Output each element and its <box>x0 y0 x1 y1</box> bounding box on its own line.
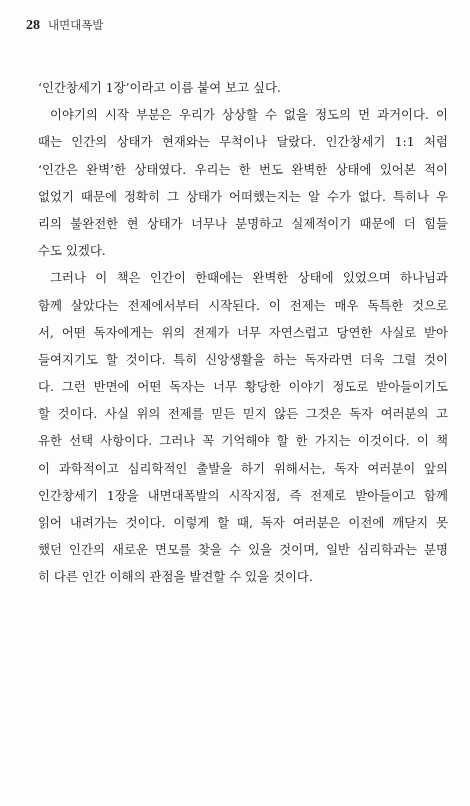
text-line: 서, 어떤 독자에게는 위의 전제가 너무 자연스럽고 당연한 사실로 받아 <box>38 324 448 340</box>
text-line: 이 과학적이고 심리학적인 출발을 하기 위해서는, 독자 여러분이 앞의 <box>38 460 448 476</box>
text-line: 할 것이다. 사실 위의 전제를 믿든 믿지 않든 그것은 독자 여러분의 고 <box>38 406 448 422</box>
text-line: 유한 선택 사항이다. 그러나 꼭 기억해야 할 한 가지는 이것이다. 이 책 <box>38 433 448 449</box>
text-line: 없었기 때문에 정확히 그 상태가 어떠했는지는 알 수가 없다. 특히나 우 <box>38 188 448 204</box>
page-number: 28 <box>26 18 40 33</box>
text-line: 리의 불완전한 현 상태가 너무나 분명하고 실제적이기 때문에 더 힘들 <box>38 215 448 231</box>
text-line: 함께 살았다는 전제에서부터 시작된다. 이 전제는 매우 독특한 것으로 <box>38 297 448 313</box>
text-line: 했던 인간의 새로운 면모를 찾을 수 있을 것이며, 일반 심리학과는 분명 <box>38 542 448 558</box>
book-title: 내면대폭발 <box>48 18 104 32</box>
text-line: 때는 인간의 상태가 현재와는 무척이나 달랐다. 인간창세기 1:1 처럼 <box>38 134 448 150</box>
running-header <box>26 16 104 35</box>
text-line: 다. 그런 반면에 어떤 독자는 너무 황당한 이야기 정도로 받아들이기도 <box>38 379 448 395</box>
text-line: 수도 있겠다. <box>38 243 106 259</box>
text-line: 그러나 이 책은 인간이 한때에는 완벽한 상태에 있었으며 하나님과 <box>50 270 448 286</box>
text-line: 히 다른 인간 이해의 관점을 발견할 수 있을 것이다. <box>38 569 313 585</box>
text-line: 읽어 내려가는 것이다. 이렇게 할 때, 독자 여러분은 이전에 깨닫지 못 <box>38 515 448 530</box>
text-line: ‘인간창세기 1장’이라고 이름 붙여 보고 싶다. <box>38 80 281 95</box>
text-line: 들여지기도 할 것이다. 특히 신앙생활을 하는 독자라면 더욱 그럴 것이 <box>38 351 448 367</box>
text-line: ‘인간은 완벽’한 상태였다. 우리는 한 번도 완벽한 상태에 있어본 적이 <box>38 161 448 177</box>
text-line: 인간창세기 1장을 내면대폭발의 시작지점, 즉 전제로 받아들이고 함께 <box>38 487 448 503</box>
body-text <box>38 74 448 591</box>
text-line: 이야기의 시작 부분은 우리가 상상할 수 없을 정도의 먼 과거이다. 이 <box>50 107 448 123</box>
